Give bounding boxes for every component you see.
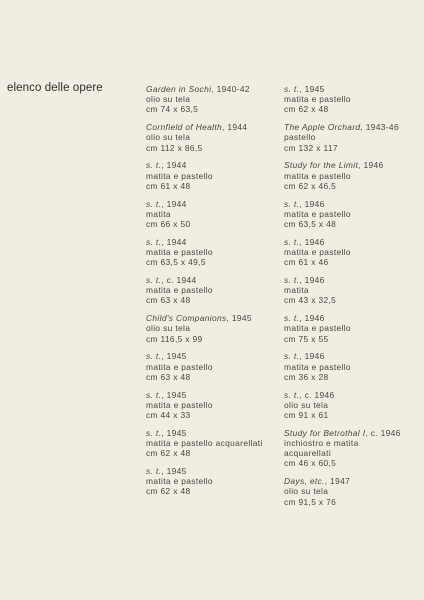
artwork-detail: cm 91,5 x 76 [284, 496, 337, 507]
artwork-heading [146, 160, 282, 170]
artwork-detail: cm 112 x 86,5 [146, 142, 203, 153]
artwork-detail: olio su tela [284, 399, 329, 410]
artwork-detail: matita e pastello [284, 94, 351, 105]
artwork-entry [284, 160, 420, 191]
artwork-heading [284, 199, 420, 209]
artwork-detail: matita e pastello acquarellati [146, 438, 263, 449]
artwork-title: s. t. [146, 351, 162, 362]
artwork-year: , 1944 [161, 198, 187, 209]
artwork-detail: matita e pastello [146, 476, 213, 487]
artwork-title: s. t. [284, 389, 300, 400]
artwork-heading [146, 84, 282, 94]
artwork-year: , 1945 [226, 313, 252, 324]
artwork-detail: matita e pastello [284, 170, 351, 181]
artwork-detail: cm 63 x 48 [146, 295, 191, 306]
artwork-detail: cm 43 x 32,5 [284, 295, 337, 306]
artwork-title: Study for Betrothal I [284, 427, 366, 438]
artwork-entry [146, 313, 282, 344]
artwork-detail: acquarellati [284, 448, 332, 459]
artwork-entry [284, 351, 420, 382]
artwork-title: s. t. [284, 198, 300, 209]
artwork-title: s. t. [284, 313, 300, 324]
artwork-heading [284, 160, 420, 170]
artwork-year: , 1946 [299, 275, 325, 286]
artwork-detail: cm 61 x 46 [284, 257, 329, 268]
artwork-year: , 1947 [324, 476, 351, 487]
artwork-entry [284, 313, 420, 344]
artwork-heading [284, 313, 420, 323]
artwork-heading [284, 476, 420, 486]
artwork-title: Child's Companions [146, 313, 227, 324]
artwork-title: Days, etc. [284, 476, 325, 487]
artwork-entry [284, 199, 420, 230]
artwork-detail: cm 74 x 63,5 [146, 104, 199, 115]
artwork-title: s. t. [284, 236, 300, 247]
artwork-entry [146, 237, 282, 268]
artwork-title: The Apple Orchard [284, 122, 361, 133]
artwork-title: s. t. [284, 351, 300, 362]
artwork-detail: olio su tela [146, 94, 191, 105]
artwork-year: , c. 1946 [365, 427, 401, 438]
artwork-detail: matita e pastello [284, 361, 351, 372]
artwork-year: , 1944 [222, 122, 248, 133]
artwork-detail: cm 62 x 46,5 [284, 180, 337, 191]
artwork-entry [146, 199, 282, 230]
artwork-heading [284, 351, 420, 361]
artwork-detail: cm 91 x 61 [284, 410, 329, 421]
works-column-left [146, 84, 282, 504]
artwork-year: , 1946 [299, 236, 325, 247]
artwork-heading [284, 275, 420, 285]
artwork-year: , c. 1944 [161, 275, 197, 286]
artwork-detail: matita e pastello [284, 247, 351, 258]
artwork-detail: matita e pastello [146, 399, 213, 410]
artwork-entry [284, 390, 420, 421]
artwork-detail: cm 75 x 55 [284, 333, 329, 344]
artwork-heading [146, 122, 282, 132]
works-column-right [284, 84, 420, 514]
artwork-heading [146, 275, 282, 285]
artwork-detail: cm 132 x 117 [284, 142, 338, 153]
artwork-title: s. t. [146, 389, 162, 400]
artwork-title: Garden in Sochi [146, 84, 212, 94]
artwork-detail: matita e pastello [146, 361, 213, 372]
artwork-detail: cm 63 x 48 [146, 371, 191, 382]
artwork-heading [146, 237, 282, 247]
artwork-year: , c. 1946 [299, 389, 335, 400]
artwork-title: Study for the Limit [284, 160, 359, 171]
artwork-title: s. t. [146, 466, 162, 477]
artwork-title: s. t. [146, 160, 162, 171]
artwork-year: , 1946 [358, 160, 384, 171]
artwork-year: , 1940-42 [211, 84, 250, 94]
artwork-detail: cm 116,5 x 99 [146, 333, 203, 344]
artwork-detail: matita e pastello [146, 170, 213, 181]
artwork-heading [146, 428, 282, 438]
artwork-year: , 1945 [161, 466, 187, 477]
artwork-entry [284, 122, 420, 153]
artwork-year: , 1946 [299, 198, 325, 209]
artwork-title: s. t. [146, 275, 162, 286]
artwork-heading [146, 390, 282, 400]
artwork-detail: cm 61 x 48 [146, 180, 191, 191]
artwork-heading [284, 428, 420, 438]
artwork-title: s. t. [284, 275, 300, 286]
artwork-title: s. t. [146, 236, 162, 247]
artwork-detail: matita e pastello [146, 285, 213, 296]
artwork-detail: cm 62 x 48 [146, 448, 191, 459]
artwork-heading [284, 84, 420, 94]
artwork-heading [146, 351, 282, 361]
artwork-year: , 1944 [161, 160, 187, 171]
artwork-entry [146, 428, 282, 459]
artwork-year: , 1945 [299, 84, 325, 94]
artwork-entry [284, 237, 420, 268]
artwork-title: s. t. [146, 427, 162, 438]
artwork-entry [146, 351, 282, 382]
artwork-year: , 1945 [161, 427, 187, 438]
artwork-detail: cm 46 x 60,5 [284, 458, 337, 469]
artwork-heading [146, 199, 282, 209]
artwork-entry [284, 476, 420, 507]
artwork-detail: matita e pastello [146, 247, 213, 258]
artwork-detail: cm 63,5 x 48 [284, 219, 337, 230]
artwork-year: , 1945 [161, 389, 187, 400]
artwork-entry [146, 390, 282, 421]
artwork-detail: olio su tela [146, 132, 191, 143]
artwork-year: , 1945 [161, 351, 187, 362]
artwork-detail: cm 44 x 33 [146, 410, 191, 421]
artwork-title: s. t. [284, 84, 300, 94]
artwork-detail: cm 62 x 48 [284, 104, 329, 115]
artwork-heading [146, 466, 282, 476]
artwork-detail: olio su tela [284, 486, 329, 497]
artwork-detail: matita [146, 208, 171, 219]
artwork-entry [146, 160, 282, 191]
artwork-detail: matita e pastello [284, 323, 351, 334]
artwork-detail: cm 63,5 x 49,5 [146, 257, 206, 268]
artwork-year: , 1946 [299, 351, 325, 362]
artwork-entry [146, 466, 282, 497]
artwork-title: Cornfield of Health [146, 122, 223, 133]
artwork-title: s. t. [146, 198, 162, 209]
artwork-entry [146, 275, 282, 306]
artwork-heading [146, 313, 282, 323]
artwork-detail: matita [284, 285, 309, 296]
artwork-year: , 1943-46 [360, 122, 399, 133]
artwork-entry [284, 84, 420, 115]
artwork-detail: cm 66 x 50 [146, 219, 191, 230]
artwork-detail: cm 36 x 28 [284, 371, 329, 382]
artwork-detail: pastello [284, 132, 316, 143]
artwork-heading [284, 237, 420, 247]
artwork-year: , 1946 [299, 313, 325, 324]
artwork-entry [284, 428, 420, 469]
artwork-detail: cm 62 x 48 [146, 486, 191, 497]
section-title: elenco delle opere [7, 82, 103, 94]
artwork-heading [284, 122, 420, 132]
artwork-entry [284, 275, 420, 306]
artwork-detail: matita e pastello [284, 208, 351, 219]
artwork-detail: olio su tela [146, 323, 191, 334]
artwork-entry [146, 122, 282, 153]
artwork-year: , 1944 [161, 236, 187, 247]
artwork-entry [146, 84, 282, 115]
artwork-heading [284, 390, 420, 400]
artwork-detail: inchiostro e matita [284, 438, 359, 449]
